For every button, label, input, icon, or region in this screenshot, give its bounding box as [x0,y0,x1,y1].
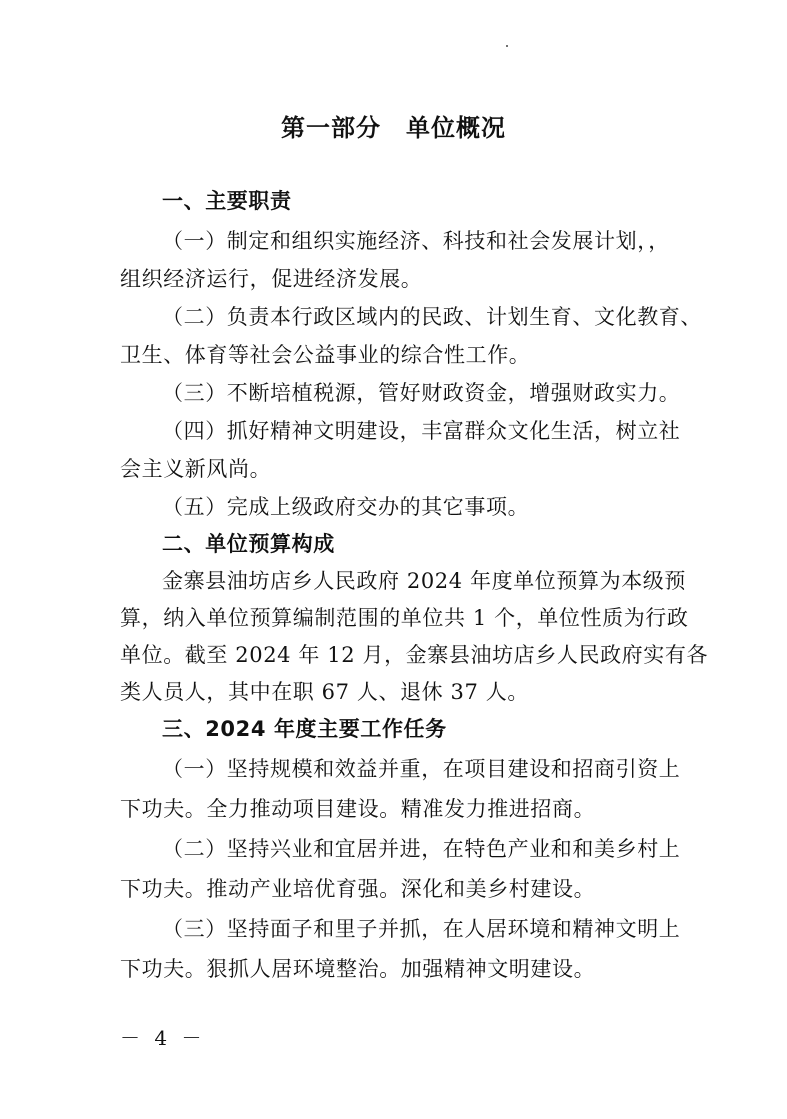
section-heading-budget-composition: 二、单位预算构成 [162,532,335,556]
task-2-line-1: （二）坚持兴业和宜居并进，在特色产业和和美乡村上 [162,837,681,861]
task-1-line-1: （一）坚持规模和效益并重，在项目建设和招商引资上 [162,757,681,781]
section-heading-main-duties: 一、主要职责 [162,189,292,213]
duty-1-line-1: （一）制定和组织实施经济、科技和社会发展计划，， [162,229,670,253]
budget-line-1: 金寨县油坊店乡人民政府 2024 年度单位预算为本级预 [162,569,686,593]
task-3-line-2: 下功夫。狠抓人居环境整治。加强精神文明建设。 [120,957,596,981]
task-2-line-2: 下功夫。推动产业培优育强。深化和美乡村建设。 [120,877,596,901]
duty-1-line-2: 组织经济运行，促进经济发展。 [120,267,423,291]
page-title: 第一部分 单位概况 [281,114,506,142]
budget-line-2: 算，纳入单位预算编制范围的单位共 1 个，单位性质为行政 [120,606,689,630]
page-number: － 4 － [120,1026,206,1050]
task-3-line-1: （三）坚持面子和里子并抓，在人居环境和精神文明上 [162,917,681,941]
budget-line-4: 类人员人，其中在职 67 人、退休 37 人。 [120,680,529,704]
scan-speck [506,45,508,47]
duty-4-line-2: 会主义新风尚。 [120,457,272,481]
duty-4-line-1: （四）抓好精神文明建设，丰富群众文化生活，树立社 [162,419,681,443]
duty-2-line-2: 卫生、体育等社会公益事业的综合性工作。 [120,343,531,367]
duty-3-line-1: （三）不断培植税源，管好财政资金，增强财政实力。 [162,381,681,405]
duty-2-line-1: （二）负责本行政区域内的民政、计划生育、文化教育、 [162,305,702,329]
duty-5-line-1: （五）完成上级政府交办的其它事项。 [162,495,530,519]
task-1-line-2: 下功夫。全力推动项目建设。精准发力推进招商。 [120,797,596,821]
budget-line-3: 单位。截至 2024 年 12 月，金寨县油坊店乡人民政府实有各 [120,643,709,667]
section-heading-work-tasks: 三、2024 年度主要工作任务 [162,717,447,741]
